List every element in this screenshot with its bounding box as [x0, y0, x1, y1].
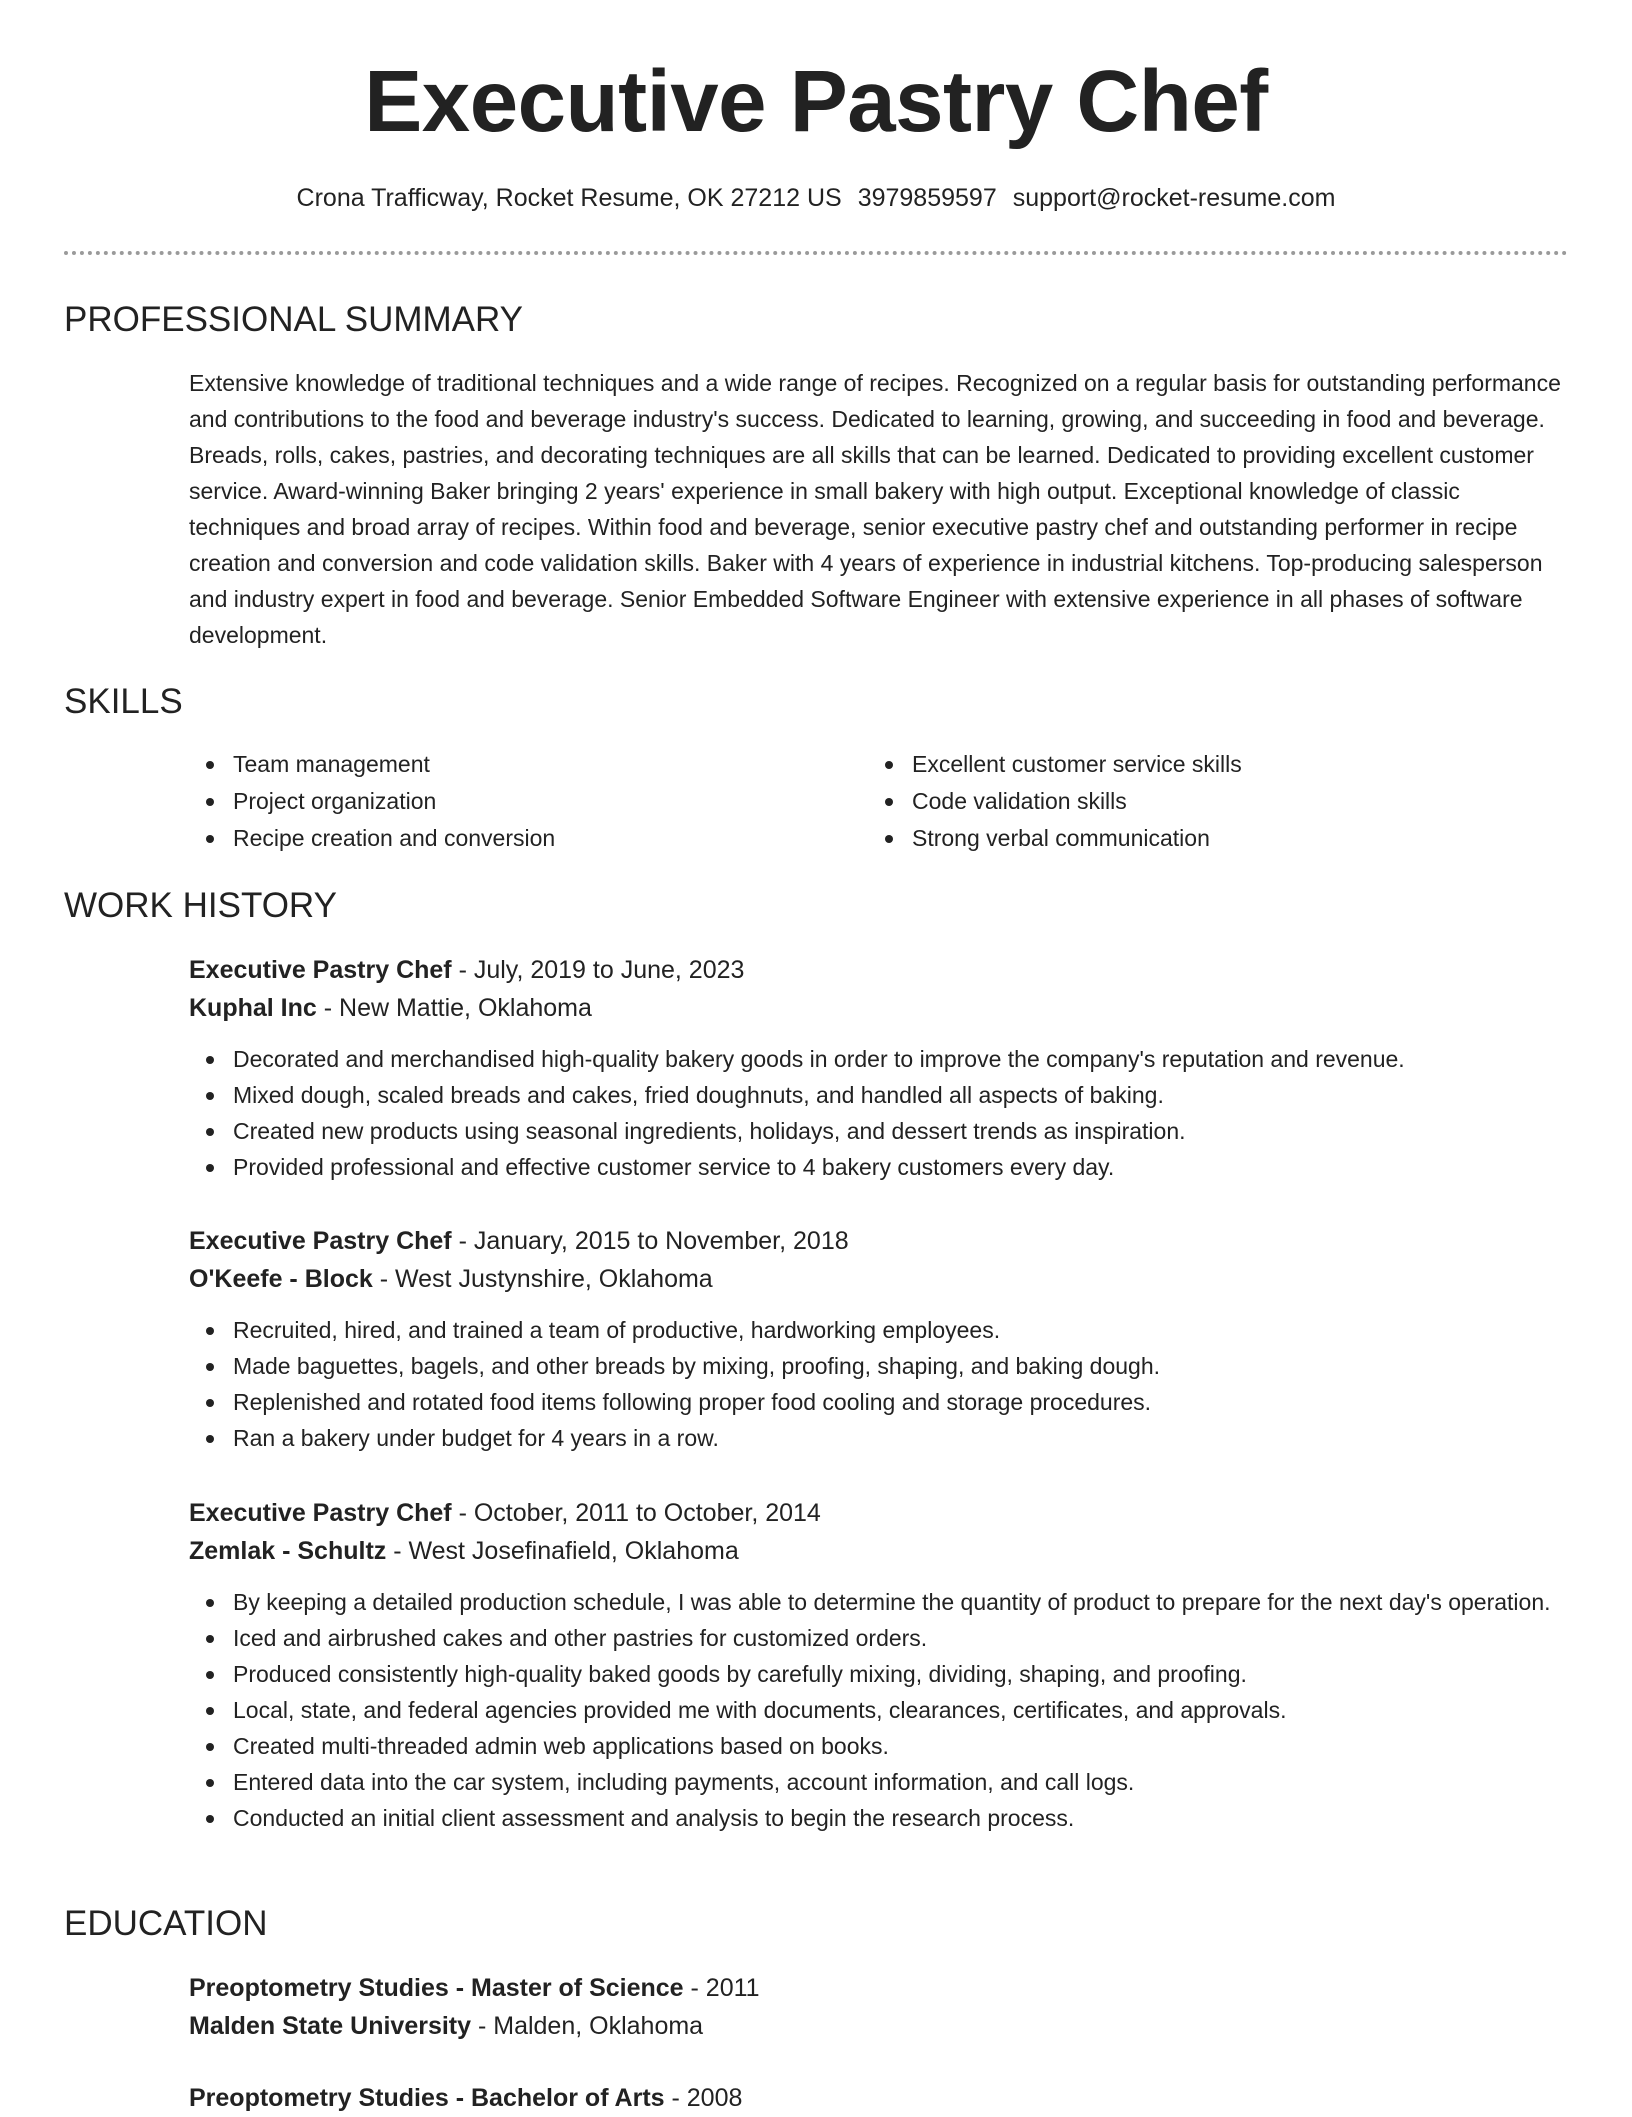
job-duty: Replenished and rotated food items following proper food cooling and storage procedures. [189, 1384, 1569, 1420]
job-company: O'Keefe - Block [189, 1265, 373, 1293]
job-title-line [189, 951, 1569, 989]
job-duty: Created multi-threaded admin web applications based on books. [189, 1728, 1569, 1764]
contact-email[interactable]: support@rocket-resume.com [1012, 184, 1336, 212]
job-duty: Produced consistently high-quality baked goods by carefully mixing, dividing, shaping, and proofing. [189, 1656, 1569, 1692]
skill-item: Code validation skills [868, 783, 1518, 820]
job-duty: Made baguettes, bagels, and other breads by mixing, proofing, shaping, and baking dough. [189, 1348, 1569, 1384]
job-dates: - July, 2019 to June, 2023 [451, 956, 745, 984]
job-duty: By keeping a detailed production schedule, I was able to determine the quantity of product to prepare for the next day's operation. [189, 1584, 1569, 1620]
skill-item: Recipe creation and conversion [189, 820, 839, 857]
skill-item: Strong verbal communication [868, 820, 1518, 857]
job-location: - New Mattie, Oklahoma [316, 994, 592, 1022]
job-dates: - October, 2011 to October, 2014 [451, 1499, 821, 1527]
job-company: Kuphal Inc [189, 994, 317, 1022]
job-duty: Ran a bakery under budget for 4 years in a row. [189, 1420, 1569, 1456]
job-company-line [189, 1260, 1569, 1298]
job-duty: Conducted an initial client assessment and analysis to begin the research process. [189, 1800, 1569, 1836]
education-year: - 2011 [683, 1974, 760, 2002]
job-duty: Entered data into the car system, including payments, account information, and call logs. [189, 1764, 1569, 1800]
education-degree-line [189, 2079, 1569, 2117]
job-company-line [189, 1532, 1569, 1570]
contact-address: Crona Trafficway, Rocket Resume, OK 27212 US [296, 184, 842, 212]
education-degree: Preoptometry Studies - Master of Science [189, 1974, 684, 2002]
job-duty: Local, state, and federal agencies provided me with documents, clearances, certificates, and approvals. [189, 1692, 1569, 1728]
job-entry [189, 1494, 1569, 1836]
education-heading: EDUCATION [64, 1904, 268, 1943]
job-title-line [189, 1494, 1569, 1532]
contact-phone: 3979859597 [857, 184, 997, 212]
education-school-line [189, 2007, 1569, 2045]
work-heading: WORK HISTORY [64, 886, 337, 925]
job-role: Executive Pastry Chef [189, 1499, 452, 1527]
education-entry [189, 2079, 1569, 2117]
summary-text: Extensive knowledge of traditional techniques and a wide range of recipes. Recognized on a regular basis for outstanding performance and contributions to the food and beverage industry's success. Dedicated to learning, growing, and succeeding in food and beverage. Breads, rolls, cakes, pastries, and decorating techniques are all skills that can be learned. Dedicated to providing excellent customer service. Award-winning Baker bringing 2 years' experience in small bakery with high output. Exceptional knowledge of classic techniques and broad array of recipes. Within food and beverage, senior executive pastry chef and outstanding performer in recipe creation and conversion and code validation skills. Baker with 4 years of experience in industrial kitchens. Top-producing salesperson and industry expert in food and beverage. Senior Embedded Software Engineer with extensive experience in all phases of software development. [189, 370, 1561, 648]
job-role: Executive Pastry Chef [189, 1227, 452, 1255]
education-degree: Preoptometry Studies - Bachelor of Arts [189, 2084, 665, 2112]
job-entry [189, 1222, 1569, 1456]
job-company-line [189, 989, 1569, 1027]
education-year: - 2008 [664, 2084, 743, 2112]
job-company: Zemlak - Schultz [189, 1537, 387, 1565]
job-duty: Decorated and merchandised high-quality bakery goods in order to improve the company's reputation and revenue. [189, 1041, 1569, 1077]
contact-line [0, 182, 1632, 214]
job-entry [189, 951, 1569, 1185]
job-location: - West Justynshire, Oklahoma [372, 1265, 713, 1293]
job-duties [189, 1584, 1569, 1836]
job-title-line [189, 1222, 1569, 1260]
job-duties [189, 1312, 1569, 1456]
education-entry [189, 1969, 1569, 2045]
skills-list-left [189, 746, 839, 857]
education-degree-line [189, 1969, 1569, 2007]
skill-item: Team management [189, 746, 839, 783]
job-duty: Mixed dough, scaled breads and cakes, fried doughnuts, and handled all aspects of baking. [189, 1077, 1569, 1113]
header-divider [64, 251, 1568, 255]
job-duty: Created new products using seasonal ingredients, holidays, and dessert trends as inspiration. [189, 1113, 1569, 1149]
resume-title: Executive Pastry Chef [364, 53, 1268, 150]
skills-heading: SKILLS [64, 682, 183, 721]
job-duties [189, 1041, 1569, 1185]
job-duty: Iced and airbrushed cakes and other pastries for customized orders. [189, 1620, 1569, 1656]
job-location: - West Josefinafield, Oklahoma [386, 1537, 739, 1565]
job-duty: Provided professional and effective customer service to 4 bakery customers every day. [189, 1149, 1569, 1185]
education-location: - Malden, Oklahoma [471, 2012, 704, 2040]
education-school: Malden State University [189, 2012, 472, 2040]
job-role: Executive Pastry Chef [189, 956, 452, 984]
skill-item: Project organization [189, 783, 839, 820]
skill-item: Excellent customer service skills [868, 746, 1518, 783]
job-dates: - January, 2015 to November, 2018 [451, 1227, 849, 1255]
skills-list-right [868, 746, 1518, 857]
job-duty: Recruited, hired, and trained a team of productive, hardworking employees. [189, 1312, 1569, 1348]
summary-heading: PROFESSIONAL SUMMARY [64, 300, 523, 339]
